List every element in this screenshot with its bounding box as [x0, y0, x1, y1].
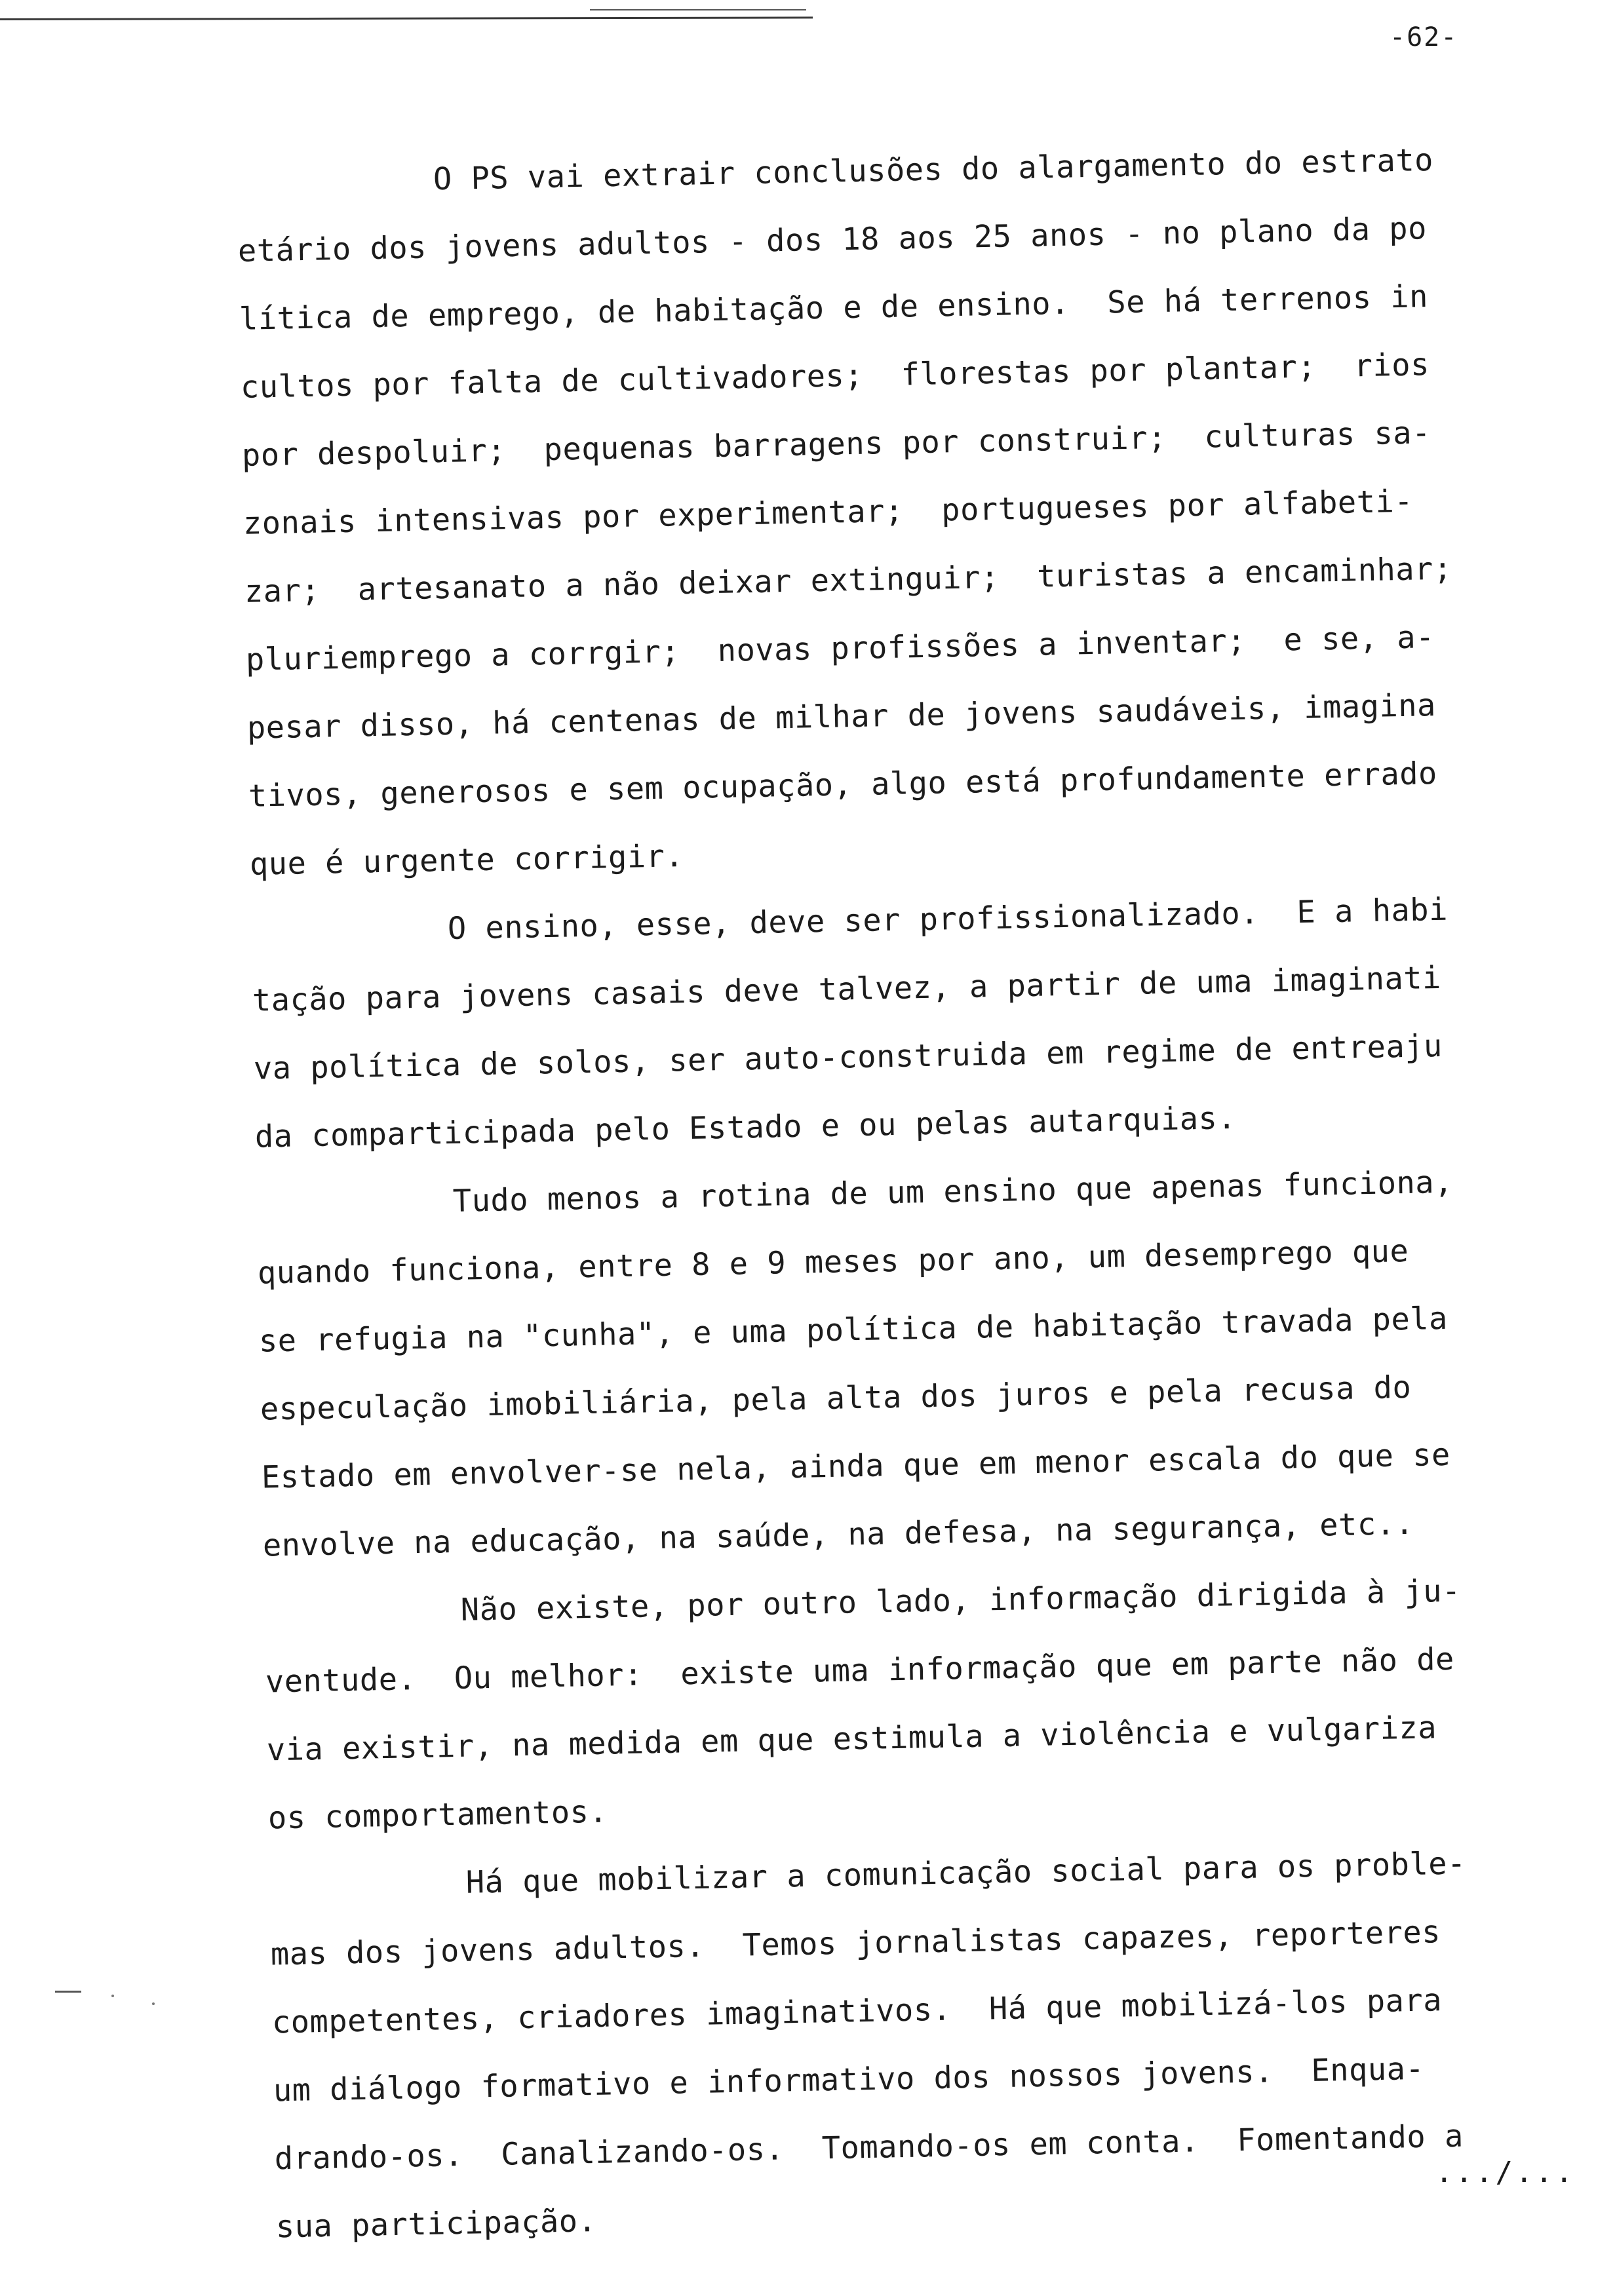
text-line: O PS vai extrair conclusões do alargamento do estrato: [433, 142, 1434, 198]
text-line: pesar disso, há centenas de milhar de jovens saudáveis, imagina: [246, 687, 1437, 746]
text-line: Estado em envolver-se nela, ainda que em menor escala do que se: [261, 1436, 1451, 1496]
text-line: Tudo menos a rotina de um ensino que apenas funciona,: [452, 1164, 1454, 1219]
text-line: ventude. Ou melhor: existe uma informação que em parte não de: [265, 1641, 1455, 1700]
text-line: especulação imobiliária, pela alta dos juros e pela recusa do: [260, 1369, 1412, 1428]
continuation-mark: .../...: [1435, 2156, 1576, 2189]
margin-dot: [152, 2002, 155, 2005]
page-number: -62-: [1390, 22, 1458, 52]
text-line: competentes, criadores imaginativos. Há que mobilizá-los para: [271, 1982, 1443, 2041]
text-line: sua participação.: [275, 2203, 597, 2246]
text-line: O ensino, esse, deve ser profissionalizado. E a habi: [447, 891, 1449, 947]
text-line: via existir, na medida em que estimula a violência e vulgariza: [266, 1710, 1437, 1769]
text-line: zonais intensivas por experimentar; portugueses por alfabeti-: [243, 483, 1414, 542]
text-line: cultos por falta de cultivadores; florestas por plantar; rios: [240, 347, 1430, 406]
text-line: Há que mobilizar a comunicação social para os proble-: [465, 1845, 1467, 1901]
text-line: lítica de emprego, de habitação e de ensino. Se há terrenos in: [239, 278, 1429, 337]
text-line: mas dos jovens adultos. Temos jornalistas capazes, reporteres: [270, 1914, 1441, 1973]
text-line: tivos, generosos e sem ocupação, algo está profundamente errado: [248, 755, 1438, 814]
text-line: drando-os. Canalizando-os. Tomando-os em conta. Fomentando a: [274, 2118, 1464, 2177]
text-line: va política de solos, ser auto-construida em regime de entreaju: [253, 1027, 1443, 1087]
text-line: envolve na educação, na saúde, na defesa, na segurança, etc..: [262, 1505, 1414, 1564]
text-line: por despoluir; pequenas barragens por construir; culturas sa-: [241, 415, 1431, 474]
text-line: se refugia na "cunha", e uma política de habitação travada pela: [258, 1300, 1449, 1360]
text-line: tação para jovens casais deve talvez, a partir de uma imaginati: [252, 959, 1442, 1019]
margin-mark: [55, 1991, 81, 1993]
text-line: pluriemprego a corrgir; novas profissões a inventar; e se, a-: [245, 619, 1435, 678]
text-line: quando funciona, entre 8 e 9 meses por ano, um desemprego que: [257, 1233, 1409, 1292]
text-line: os comportamentos.: [267, 1793, 608, 1837]
text-line: etário dos jovens adultos - dos 18 aos 25 anos - no plano da po: [237, 210, 1428, 269]
text-line: Não existe, por outro lado, informação dirigida à ju-: [460, 1573, 1462, 1628]
typed-body-text: [236, 124, 1581, 2262]
top-rule: [0, 16, 813, 20]
text-line: da comparticipada pelo Estado e ou pelas autarquias.: [254, 1100, 1237, 1155]
top-rule-fragment: [590, 9, 806, 10]
text-line: zar; artesanato a não deixar extinguir; turistas a encaminhar;: [244, 550, 1453, 610]
text-line: que é urgente corrigir.: [249, 838, 684, 883]
text-line: um diálogo formativo e informativo dos nossos jovens. Enqua-: [273, 2050, 1425, 2109]
margin-dot: [111, 1995, 114, 1997]
